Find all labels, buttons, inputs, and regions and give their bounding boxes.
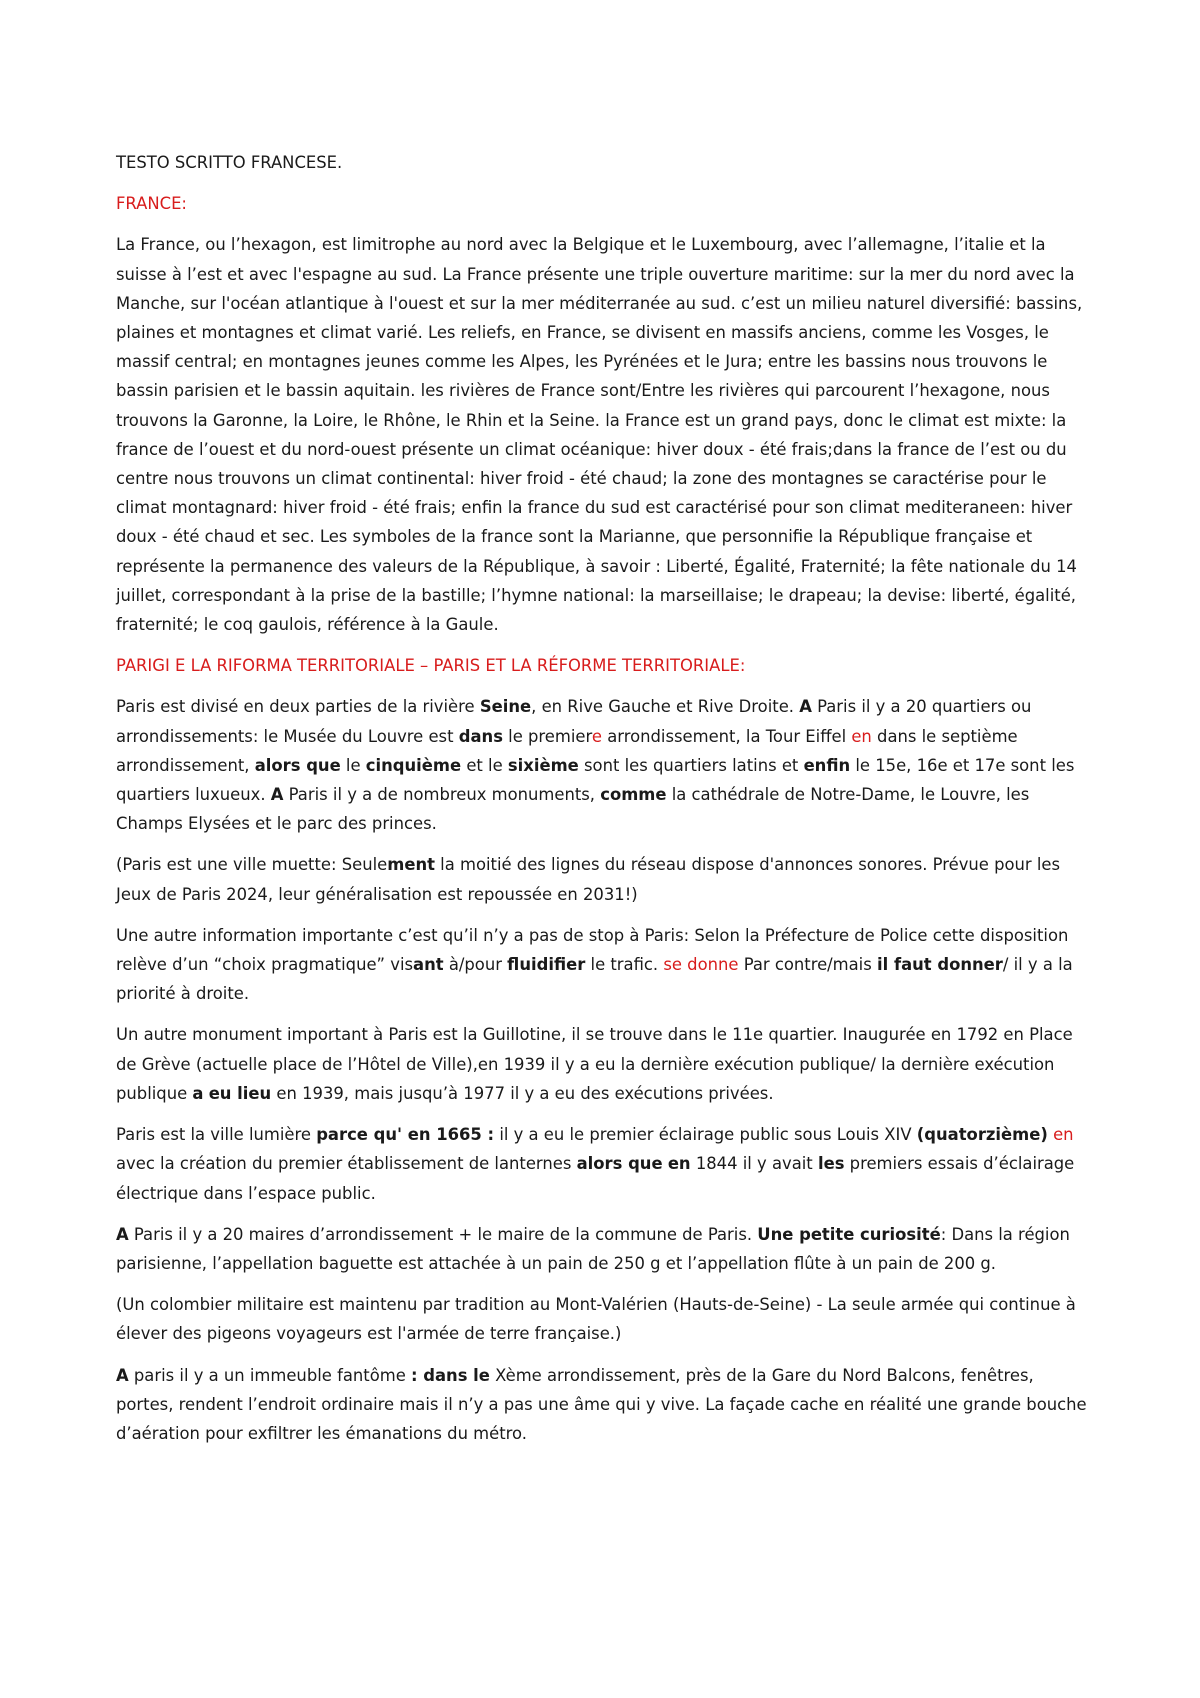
text-run: Une autre information importante c’est qu’il n’y a pas de stop à Paris: Selon la Préfecture de Police cette disposition relève d’un “choix pragmatique” vis — [116, 925, 1069, 975]
text-run: en — [1053, 1125, 1074, 1145]
text-run: en — [667, 1154, 691, 1174]
text-run: : Dans la région parisienne, l’appellation baguette est attachée à un pain de 250 g et l’appellation flûte à un pain de 200 g. — [116, 1224, 1070, 1273]
text-run: et le — [461, 755, 508, 775]
text-run: A — [116, 1365, 129, 1385]
paragraph-paris-colombier — [116, 1290, 1090, 1348]
text-run: (quatorzième) — [916, 1125, 1048, 1145]
text-run: alors que — [254, 755, 341, 775]
text-run: ant — [413, 955, 444, 975]
text-run: Xème arrondissement, près de la Gare du Nord Balcons, fenêtres, portes, rendent l’endroit ordinaire mais il n’y a pas une âme qui y vive. La façade cache en réalité une grande bouche d’aération pour exfiltrer les émanations du métro. — [116, 1365, 1087, 1443]
paragraph-paris-guillotine — [116, 1020, 1090, 1108]
text-run: A — [116, 1224, 129, 1244]
paragraph-france — [116, 230, 1090, 639]
text-run: : dans le — [411, 1365, 490, 1385]
paragraph-paris-maires — [116, 1220, 1090, 1278]
text-run: Un autre monument important à Paris est la Guillotine, il se trouve dans le 11e quartier. Inaugurée en 1792 en Place de Grève (actuelle place de l’Hôtel de Ville),en 1939 il y a eu la dernière exécution publique/ la dernière exécution publique — [116, 1025, 1073, 1103]
paragraph-paris-immeuble — [116, 1361, 1090, 1449]
text-run: parce qu' en 1665 : — [316, 1125, 495, 1145]
text-run: enfin — [803, 755, 851, 775]
text-run: (Paris est une ville muette: Seule — [116, 855, 388, 875]
text-run: Une petite curiosité — [757, 1224, 941, 1244]
text-run: premiers essais d’éclairage électrique dans l’espace public. — [116, 1154, 1075, 1203]
text-run: Paris il y a 20 quartiers ou arrondissements: le Musée du Louvre est — [116, 697, 1032, 746]
paragraph-paris-metro — [116, 850, 1090, 908]
text-run: la moitié des lignes du réseau dispose d'annonces sonores. Prévue pour les Jeux de Paris 2024, leur généralisation est repoussée en 2031!) — [116, 855, 1061, 904]
text-run: la cathédrale de Notre-Dame, le Louvre, les Champs Elysées et le parc des princes. — [116, 785, 1030, 834]
text-run: il faut donner — [877, 955, 1003, 975]
text-run: Paris est la ville lumière — [116, 1125, 317, 1145]
text-run: les — [817, 1154, 845, 1174]
text-run: se donne — [663, 955, 739, 975]
text-run: Paris est divisé en deux parties de la rivière — [116, 697, 480, 717]
text-run: fluidifier — [507, 955, 586, 975]
text-run: alors que — [576, 1154, 663, 1174]
text-run: Seine — [479, 697, 532, 717]
text-run: en 1939, mais jusqu’à 1977 il y a eu des exécutions privées. — [271, 1083, 774, 1103]
text-run: , en Rive Gauche et Rive Droite. — [531, 697, 800, 717]
section-heading-france: FRANCE: — [116, 194, 187, 214]
text-run: comme — [600, 785, 667, 805]
text-run: / il y a la priorité à droite. — [116, 955, 1073, 1004]
text-run: le 15e, 16e et 17e sont les quartiers luxueux. — [116, 755, 1075, 805]
text-run: le — [340, 755, 366, 775]
paragraph-paris-districts — [116, 692, 1090, 838]
text-run: sixième — [507, 755, 579, 775]
text-run: a — [192, 1083, 204, 1103]
text-run: dans le septième arrondissement, — [116, 726, 1018, 775]
text-run: Paris il y a de nombreux monuments, — [283, 785, 601, 805]
text-run: eu lieu — [208, 1083, 272, 1103]
text-run: sont les quartiers latins et — [578, 755, 804, 775]
text-run: cinquième — [365, 755, 462, 775]
text-run: le premier — [502, 726, 592, 746]
text-run: 1844 il y avait — [690, 1154, 818, 1174]
section-heading-paris: PARIGI E LA RIFORMA TERRITORIALE – PARIS ET LA RÉFORME TERRITORIALE: — [116, 656, 746, 676]
text-run: à/pour — [443, 955, 508, 975]
text-run: dans — [458, 726, 503, 746]
text-run: Paris il y a 20 maires d’arrondissement + le maire de la commune de Paris. — [128, 1224, 758, 1244]
text-run: La France, ou l’hexagon, est limitrophe au nord avec la Belgique et le Luxembourg, avec l’allemagne, l’italie et la suisse à l’est et avec l'espagne au sud. La France présente une triple ouverture maritime: sur la mer du nord avec la Manche, sur l'océan atlantique à l'ouest et sur la mer méditerranée au sud. c’est un milieu naturel diversifié: bassins, plaines et montagnes et climat varié. Les reliefs, en France, se divisent en massifs anciens, comme les Vosges, le massif central; en montagnes jeunes comme les Alpes, les Pyrénées et le Jura; entre les bassins nous trouvons le bassin parisien et le bassin aquitain. les rivières de France sont/Entre les rivières qui parcourent l’hexagone, nous trouvons la Garonne, la Loire, le Rhône, le Rhin et la Seine. la France est un grand pays, donc le climat est mixte: la france de l’ouest et du nord-ouest présente un climat océanique: hiver doux - été frais;dans la france de l’est ou du centre nous trouvons un climat continental: hiver froid - été chaud; la zone des montagnes se caractérise pour le climat montagnard: hiver froid - été frais; enfin la france du sud est caractérisé pour son climat mediteraneen: hiver doux - été chaud et sec. Les symboles de la france sont la Marianne, que personnifie la République française et représente la permanence des valeurs de la République, à savoir : Liberté, Égalité, Fraternité; la fête nationale du 14 juillet, correspondant à la prise de la bastille; l’hymne national: la marseillaise; le drapeau; la devise: liberté, égalité, fraternité; le coq gaulois, référence à la Gaule. — [116, 235, 1083, 635]
paragraph-paris-lumiere — [116, 1120, 1090, 1208]
text-run: paris il y a un immeuble fantôme — [128, 1365, 411, 1385]
text-run: le trafic. — [585, 955, 664, 975]
text-run: Par contre/mais — [738, 955, 877, 975]
document-title: TESTO SCRITTO FRANCESE. — [116, 153, 343, 172]
text-run: A — [270, 785, 284, 805]
text-run: A — [799, 697, 812, 717]
text-run: (Un colombier militaire est maintenu par tradition au Mont-Valérien (Hauts-de-Seine) - La seule armée qui continue à élever des pigeons voyageurs est l'armée de terre française.) — [116, 1295, 1076, 1344]
paragraph-paris-stop — [116, 921, 1090, 1009]
text-run: arrondissement, la Tour Eiffel — [601, 726, 852, 746]
text-run: en — [851, 726, 872, 746]
text-run: il y a eu le premier éclairage public sous Louis XIV — [494, 1125, 917, 1145]
text-run: e — [591, 726, 602, 746]
text-run: ment — [387, 855, 435, 875]
text-run: avec la création du premier établissement de lanternes — [116, 1154, 577, 1174]
